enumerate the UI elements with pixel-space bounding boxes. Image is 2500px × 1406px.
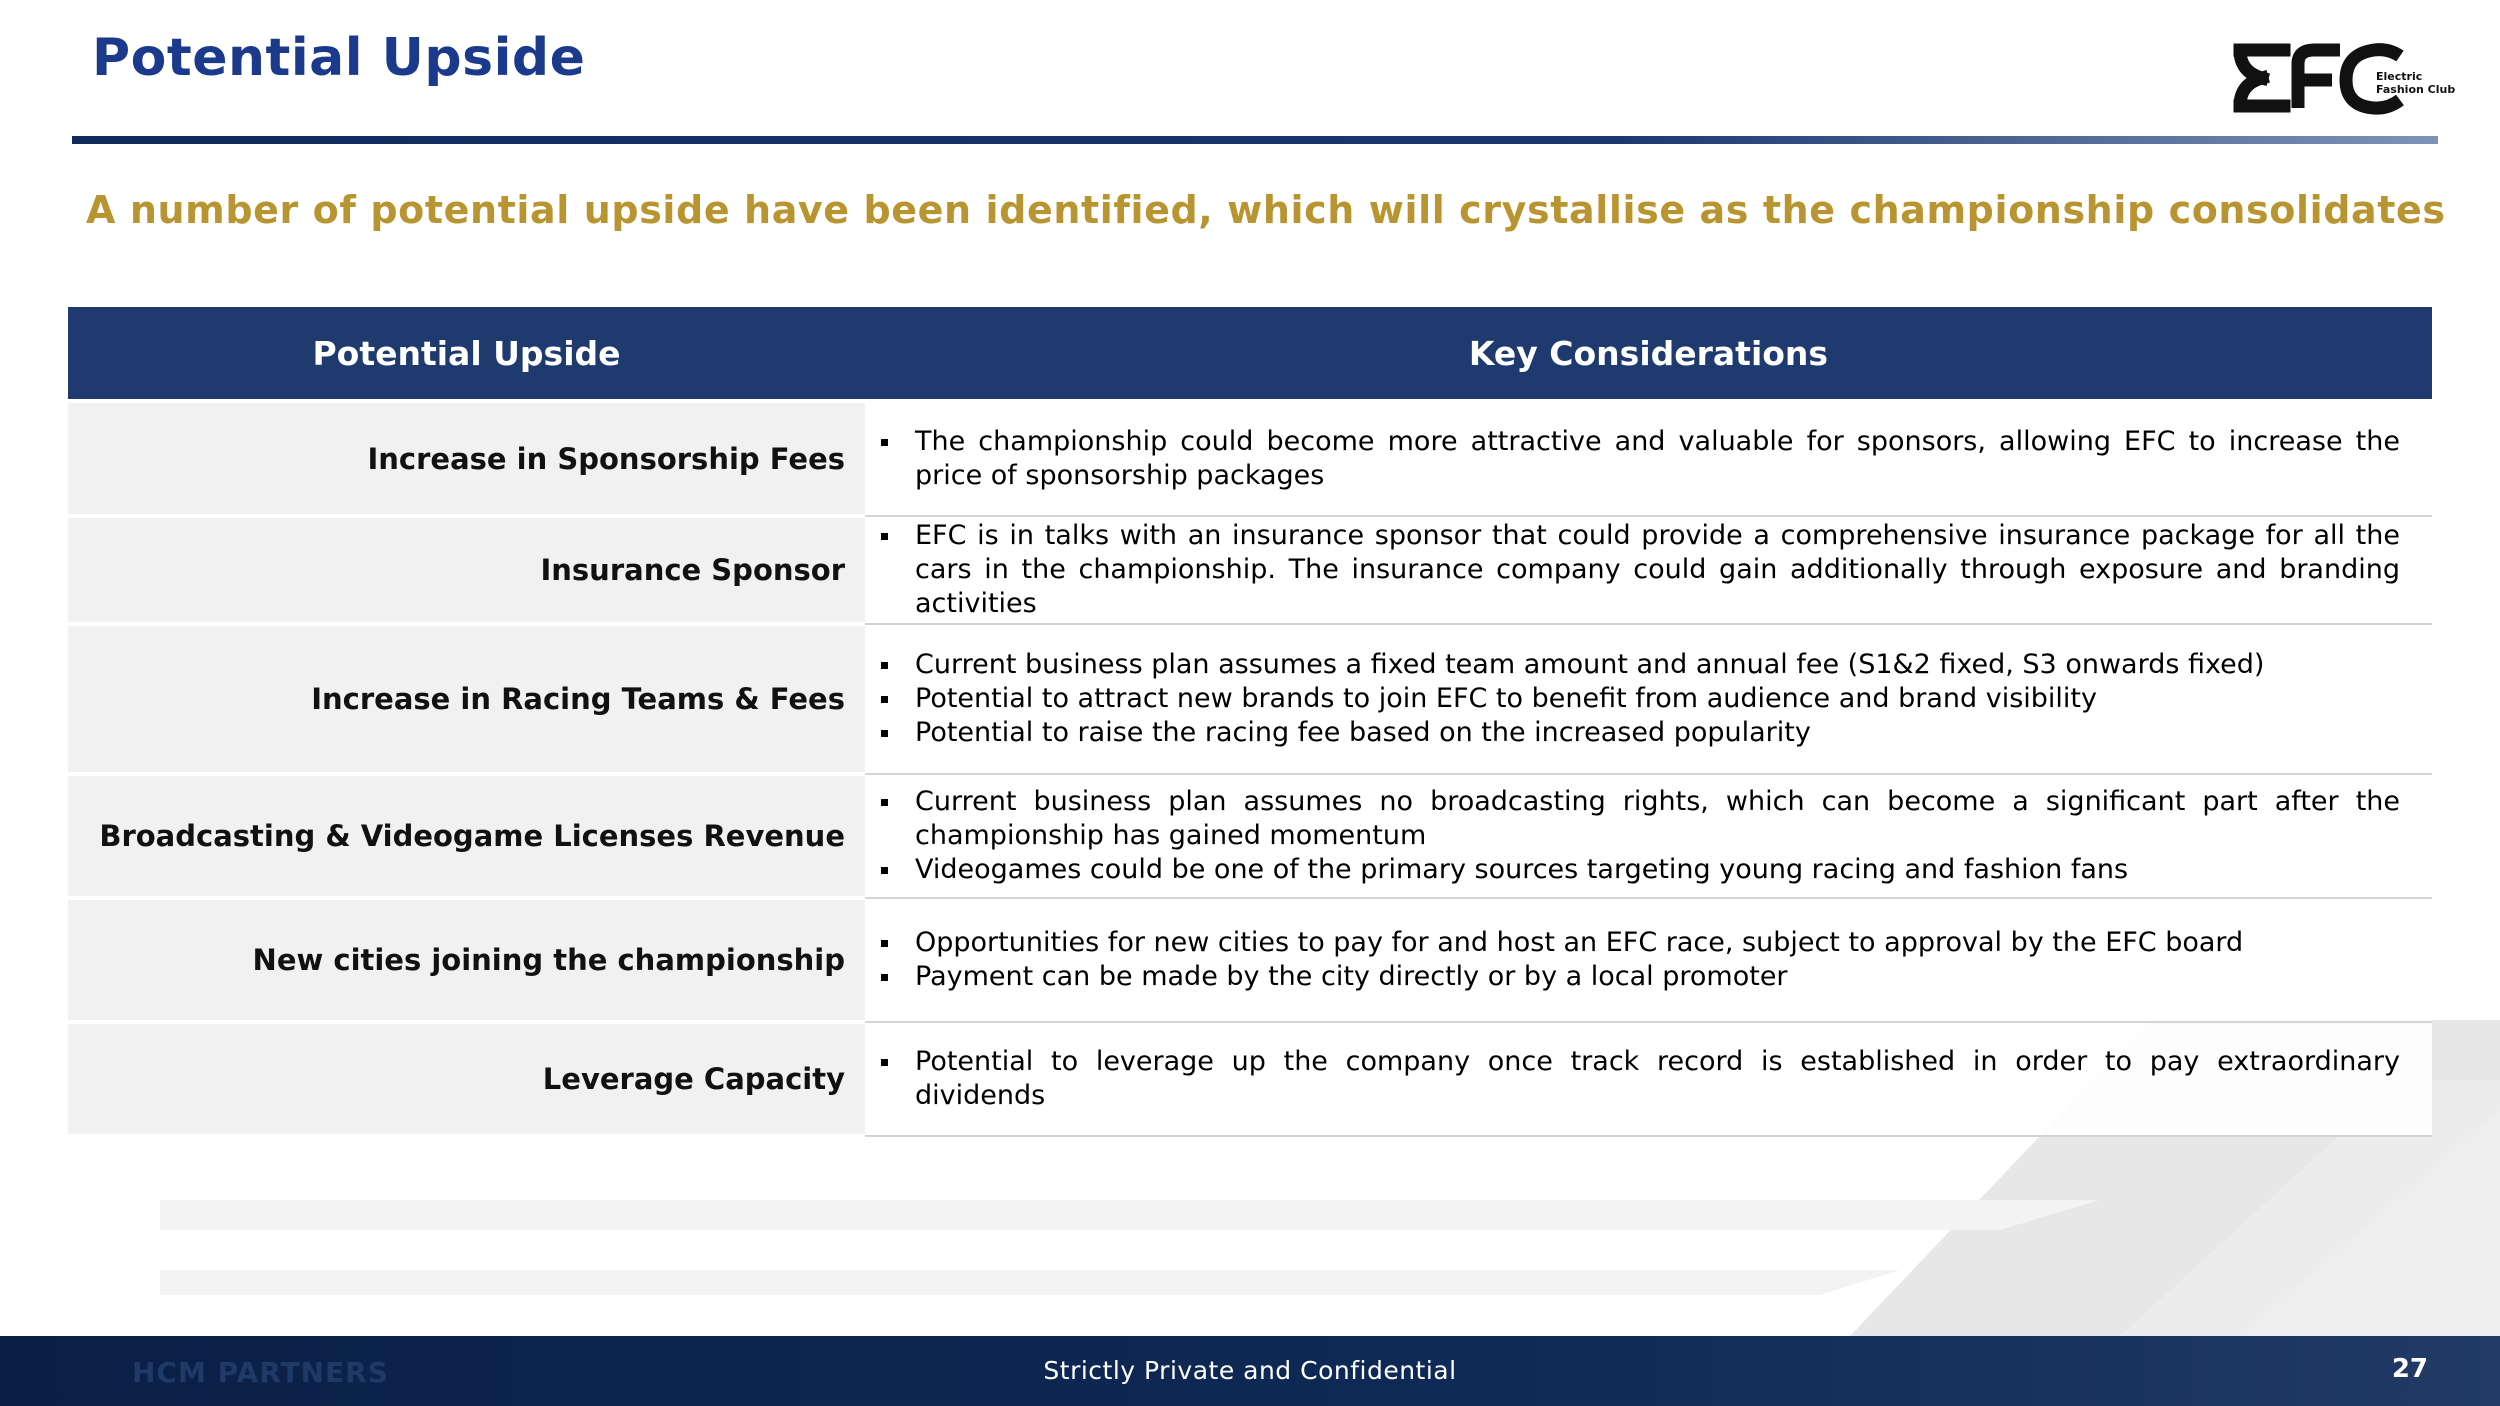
bullet-point: Opportunities for new cities to pay for and host an EFC race, subject to approval by the EFC board — [915, 926, 2400, 960]
row-label: Leverage Capacity — [68, 1022, 865, 1136]
row-label: New cities joining the championship — [68, 898, 865, 1022]
upside-table — [68, 307, 2432, 1138]
row-label: Increase in Racing Teams & Fees — [68, 624, 865, 774]
table-row — [68, 516, 2432, 624]
row-considerations — [865, 774, 2432, 898]
logo-caption: Electric Fashion Club — [2376, 70, 2456, 96]
bullet-point: EFC is in talks with an insurance sponsor that could provide a comprehensive insurance package for all the cars in the championship. The insurance company could gain additionally through exposure and branding activities — [915, 520, 2400, 619]
title-divider — [72, 136, 2438, 144]
table-row — [68, 774, 2432, 898]
bullet-point: Potential to attract new brands to join EFC to benefit from audience and brand visibility — [915, 682, 2400, 716]
bullet-point: The championship could become more attractive and valuable for sponsors, allowing EFC to increase the price of sponsorship packages — [915, 426, 2400, 491]
bullet-point: Current business plan assumes a fixed team amount and annual fee (S1&2 fixed, S3 onwards fixed) — [915, 648, 2400, 682]
footer-watermark: HCM PARTNERS — [132, 1356, 389, 1389]
table-row — [68, 898, 2432, 1022]
footer-bar — [0, 1336, 2500, 1406]
row-considerations — [865, 1022, 2432, 1136]
column-header-considerations: Key Considerations — [865, 307, 2432, 401]
row-considerations — [865, 516, 2432, 624]
bullet-point: Current business plan assumes no broadcasting rights, which can become a significant part after the championship has gained momentum — [915, 786, 2400, 851]
row-considerations — [865, 624, 2432, 774]
row-label: Increase in Sponsorship Fees — [68, 401, 865, 516]
bullet-point: Potential to leverage up the company once track record is established in order to pay extraordinary dividends — [915, 1046, 2400, 1111]
row-label: Broadcasting & Videogame Licenses Revenue — [68, 774, 865, 898]
column-header-upside: Potential Upside — [68, 307, 865, 401]
table-row — [68, 1022, 2432, 1136]
bullet-point: Potential to raise the racing fee based on the increased popularity — [915, 716, 2400, 750]
confidentiality-notice: Strictly Private and Confidential — [1043, 1356, 1457, 1385]
table-row — [68, 401, 2432, 516]
table-header-row — [68, 307, 2432, 401]
row-considerations — [865, 401, 2432, 516]
bullet-point: Payment can be made by the city directly or by a local promoter — [915, 960, 2400, 994]
bullet-point: Videogames could be one of the primary sources targeting young racing and fashion fans — [915, 853, 2400, 887]
slide-subtitle: A number of potential upside have been identified, which will crystallise as the championship consolidates — [86, 188, 2446, 232]
table-row — [68, 624, 2432, 774]
row-label: Insurance Sponsor — [68, 516, 865, 624]
page-number: 27 — [2391, 1354, 2428, 1384]
page-title: Potential Upside — [92, 28, 586, 88]
row-considerations — [865, 898, 2432, 1022]
